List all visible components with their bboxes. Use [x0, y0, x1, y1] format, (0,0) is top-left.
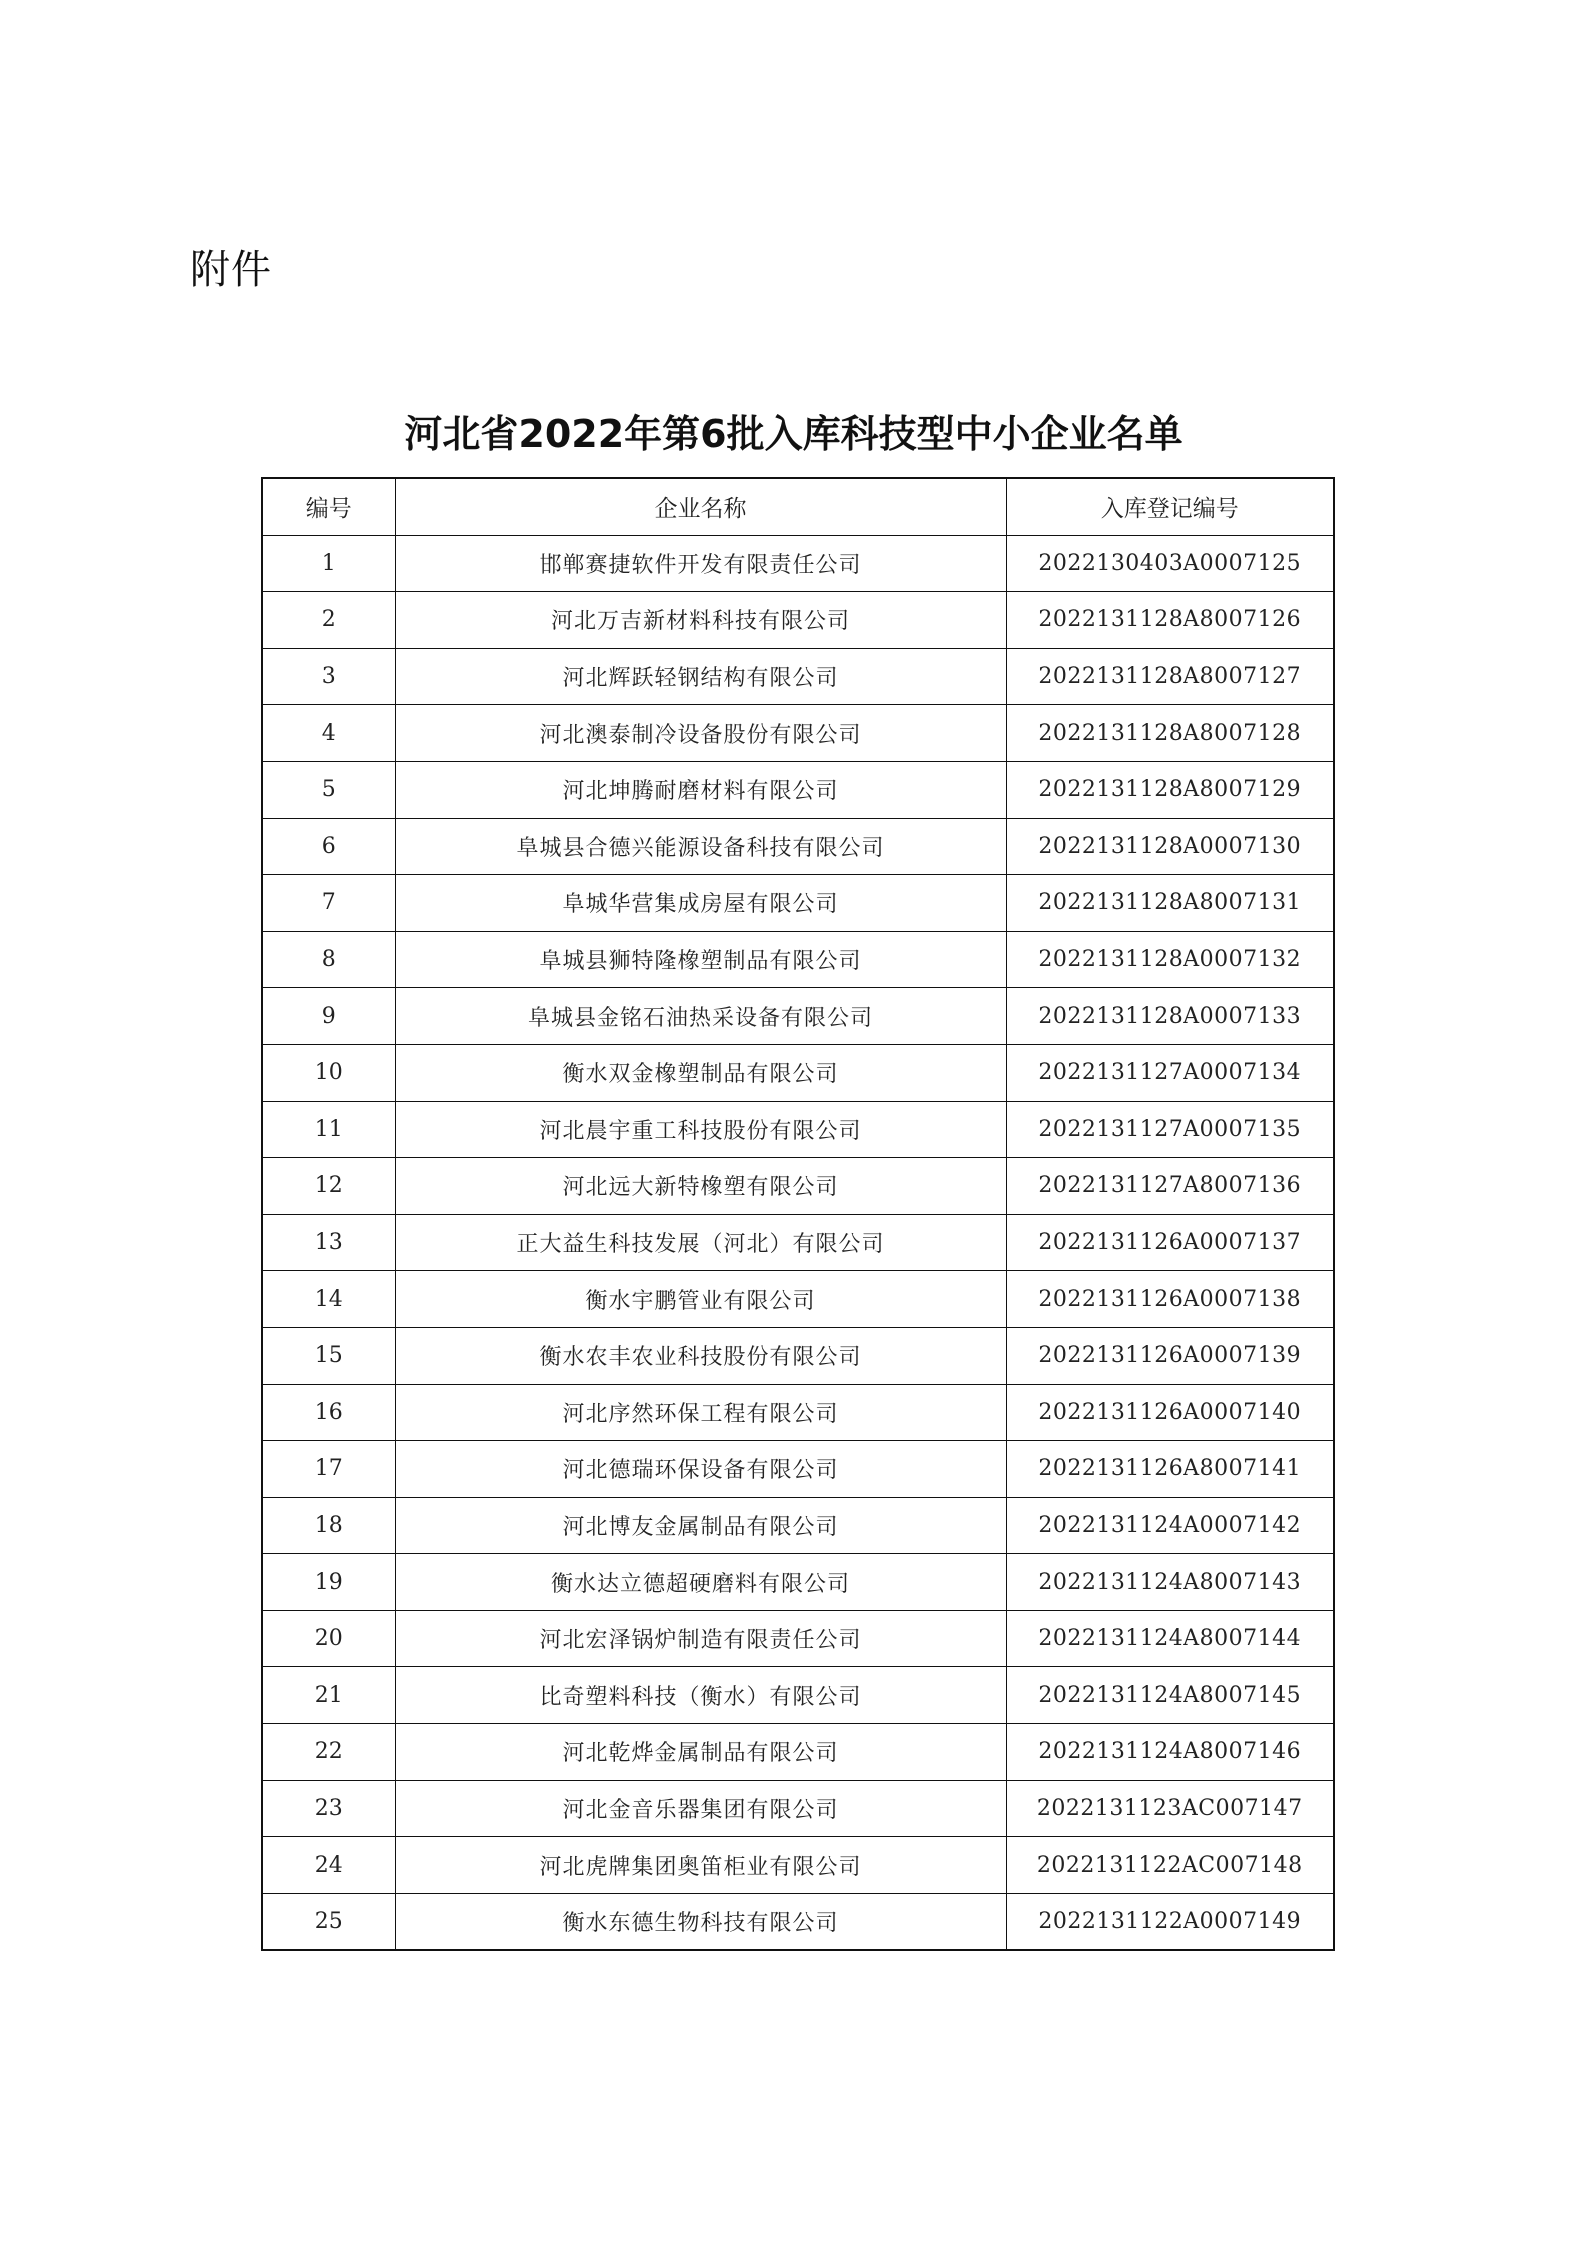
- row-company-name: 河北坤腾耐磨材料有限公司: [395, 761, 1006, 818]
- row-company-name: 阜城县金铭石油热采设备有限公司: [395, 988, 1006, 1045]
- row-company-name: 阜城华营集成房屋有限公司: [395, 875, 1006, 932]
- row-company-name: 河北远大新特橡塑有限公司: [395, 1158, 1006, 1215]
- table-row: [262, 875, 1334, 932]
- row-number: 16: [262, 1384, 395, 1441]
- table-row: [262, 1893, 1334, 1950]
- table-row: [262, 1837, 1334, 1894]
- row-number: 4: [262, 705, 395, 762]
- row-number: 8: [262, 931, 395, 988]
- row-number: 20: [262, 1610, 395, 1667]
- row-registration-number: 2022131124A8007145: [1006, 1667, 1334, 1724]
- table-row: [262, 818, 1334, 875]
- row-registration-number: 2022130403A0007125: [1006, 535, 1334, 592]
- row-registration-number: 2022131128A0007132: [1006, 931, 1334, 988]
- row-registration-number: 2022131128A8007127: [1006, 648, 1334, 705]
- row-number: 10: [262, 1044, 395, 1101]
- row-registration-number: 2022131128A0007133: [1006, 988, 1334, 1045]
- table-body: [262, 535, 1334, 1950]
- attachment-label: 附件: [190, 247, 272, 293]
- row-company-name: 河北金音乐器集团有限公司: [395, 1780, 1006, 1837]
- row-number: 24: [262, 1837, 395, 1894]
- row-registration-number: 2022131124A8007146: [1006, 1724, 1334, 1781]
- row-number: 11: [262, 1101, 395, 1158]
- row-registration-number: 2022131128A8007131: [1006, 875, 1334, 932]
- table-row: [262, 1101, 1334, 1158]
- header-number: 编号: [262, 478, 395, 535]
- table-row: [262, 1554, 1334, 1611]
- table-header-row: [262, 478, 1334, 535]
- document-title: 河北省2022年第6批入库科技型中小企业名单: [404, 412, 1183, 456]
- table-row: [262, 1271, 1334, 1328]
- header-company-name: 企业名称: [395, 478, 1006, 535]
- row-registration-number: 2022131124A0007142: [1006, 1497, 1334, 1554]
- table-row: [262, 592, 1334, 649]
- table-row: [262, 648, 1334, 705]
- row-registration-number: 2022131126A8007141: [1006, 1441, 1334, 1498]
- row-number: 7: [262, 875, 395, 932]
- row-registration-number: 2022131127A0007134: [1006, 1044, 1334, 1101]
- row-registration-number: 2022131128A8007129: [1006, 761, 1334, 818]
- row-registration-number: 2022131127A8007136: [1006, 1158, 1334, 1215]
- row-company-name: 衡水农丰农业科技股份有限公司: [395, 1327, 1006, 1384]
- row-number: 6: [262, 818, 395, 875]
- table-row: [262, 1780, 1334, 1837]
- row-number: 23: [262, 1780, 395, 1837]
- row-company-name: 阜城县狮特隆橡塑制品有限公司: [395, 931, 1006, 988]
- row-number: 17: [262, 1441, 395, 1498]
- table-row: [262, 1724, 1334, 1781]
- table-row: [262, 705, 1334, 762]
- row-company-name: 河北晨宇重工科技股份有限公司: [395, 1101, 1006, 1158]
- row-registration-number: 2022131123AC007147: [1006, 1780, 1334, 1837]
- row-company-name: 河北德瑞环保设备有限公司: [395, 1441, 1006, 1498]
- table-row: [262, 1497, 1334, 1554]
- table-row: [262, 1667, 1334, 1724]
- row-number: 15: [262, 1327, 395, 1384]
- row-number: 22: [262, 1724, 395, 1781]
- row-company-name: 衡水达立德超硬磨料有限公司: [395, 1554, 1006, 1611]
- table-row: [262, 1044, 1334, 1101]
- row-company-name: 比奇塑料科技（衡水）有限公司: [395, 1667, 1006, 1724]
- row-number: 1: [262, 535, 395, 592]
- table-row: [262, 988, 1334, 1045]
- row-company-name: 阜城县合德兴能源设备科技有限公司: [395, 818, 1006, 875]
- company-list-table: [261, 477, 1335, 1951]
- row-number: 3: [262, 648, 395, 705]
- header-registration-number: 入库登记编号: [1006, 478, 1334, 535]
- row-company-name: 河北宏泽锅炉制造有限责任公司: [395, 1610, 1006, 1667]
- table-row: [262, 535, 1334, 592]
- table-row: [262, 1384, 1334, 1441]
- row-number: 25: [262, 1893, 395, 1950]
- row-company-name: 河北万吉新材料科技有限公司: [395, 592, 1006, 649]
- row-company-name: 河北乾烨金属制品有限公司: [395, 1724, 1006, 1781]
- row-company-name: 河北澳泰制冷设备股份有限公司: [395, 705, 1006, 762]
- table-row: [262, 931, 1334, 988]
- row-registration-number: 2022131128A0007130: [1006, 818, 1334, 875]
- row-registration-number: 2022131126A0007138: [1006, 1271, 1334, 1328]
- table-row: [262, 1214, 1334, 1271]
- row-registration-number: 2022131127A0007135: [1006, 1101, 1334, 1158]
- row-company-name: 衡水宇鹏管业有限公司: [395, 1271, 1006, 1328]
- row-registration-number: 2022131122A0007149: [1006, 1893, 1334, 1950]
- table-row: [262, 1441, 1334, 1498]
- row-number: 2: [262, 592, 395, 649]
- row-company-name: 衡水双金橡塑制品有限公司: [395, 1044, 1006, 1101]
- table-row: [262, 1158, 1334, 1215]
- row-registration-number: 2022131126A0007137: [1006, 1214, 1334, 1271]
- row-registration-number: 2022131124A8007144: [1006, 1610, 1334, 1667]
- row-registration-number: 2022131126A0007139: [1006, 1327, 1334, 1384]
- row-company-name: 河北辉跃轻钢结构有限公司: [395, 648, 1006, 705]
- row-number: 21: [262, 1667, 395, 1724]
- row-company-name: 衡水东德生物科技有限公司: [395, 1893, 1006, 1950]
- row-company-name: 河北序然环保工程有限公司: [395, 1384, 1006, 1441]
- table-row: [262, 1327, 1334, 1384]
- row-registration-number: 2022131128A8007128: [1006, 705, 1334, 762]
- row-number: 18: [262, 1497, 395, 1554]
- row-company-name: 邯郸赛捷软件开发有限责任公司: [395, 535, 1006, 592]
- row-company-name: 河北虎牌集团奥笛柜业有限公司: [395, 1837, 1006, 1894]
- table-row: [262, 1610, 1334, 1667]
- row-registration-number: 2022131122AC007148: [1006, 1837, 1334, 1894]
- row-registration-number: 2022131126A0007140: [1006, 1384, 1334, 1441]
- row-company-name: 正大益生科技发展（河北）有限公司: [395, 1214, 1006, 1271]
- row-registration-number: 2022131124A8007143: [1006, 1554, 1334, 1611]
- row-number: 19: [262, 1554, 395, 1611]
- row-number: 14: [262, 1271, 395, 1328]
- row-number: 5: [262, 761, 395, 818]
- row-company-name: 河北博友金属制品有限公司: [395, 1497, 1006, 1554]
- row-number: 13: [262, 1214, 395, 1271]
- row-number: 9: [262, 988, 395, 1045]
- row-registration-number: 2022131128A8007126: [1006, 592, 1334, 649]
- row-number: 12: [262, 1158, 395, 1215]
- table-row: [262, 761, 1334, 818]
